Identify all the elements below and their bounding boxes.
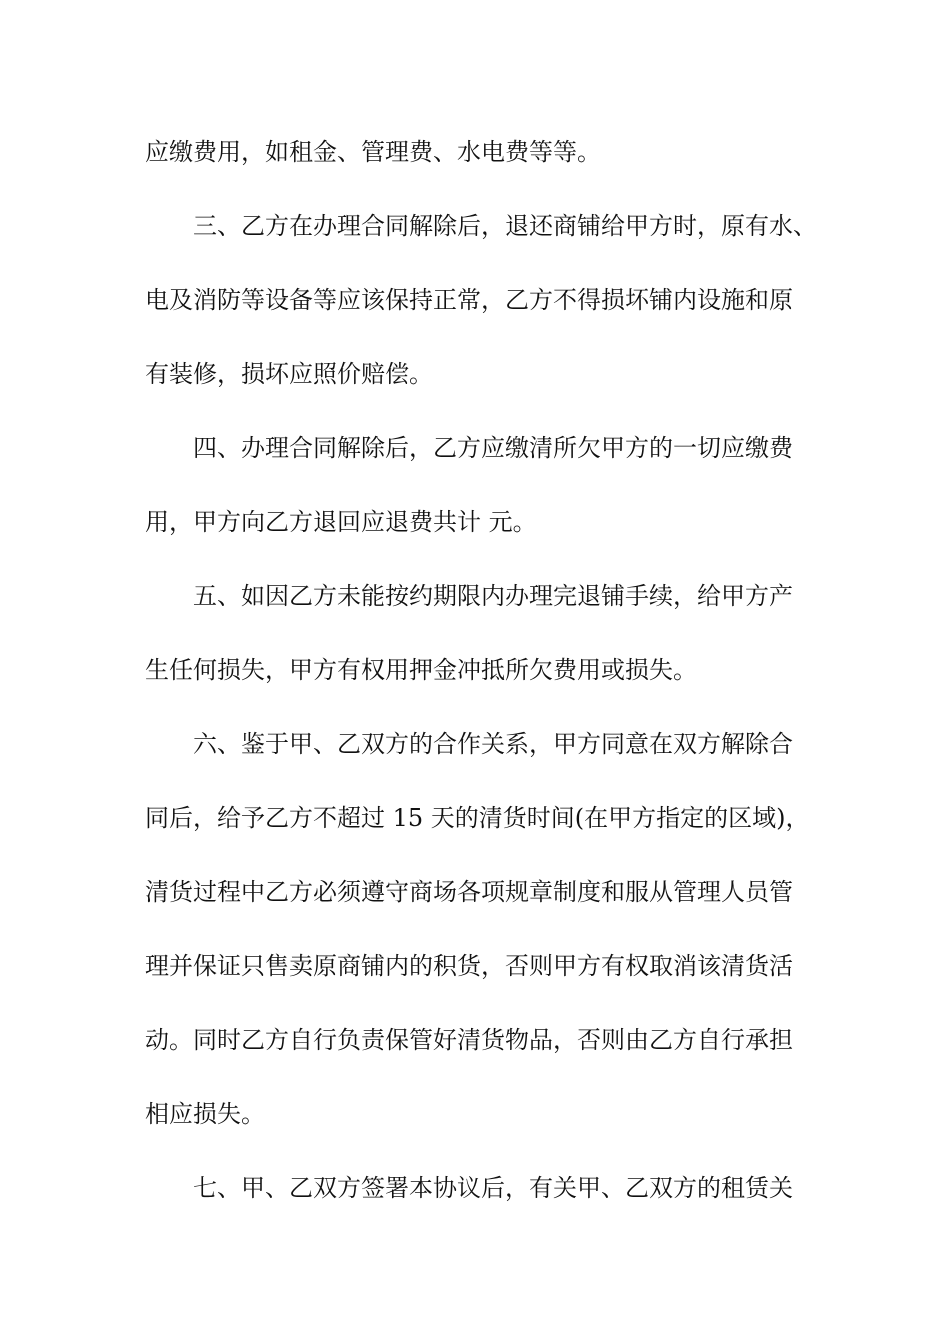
text-line: 清货过程中乙方必须遵守商场各项规章制度和服从管理人员管 — [145, 878, 793, 906]
clause-5-heading-line: 五、如因乙方未能按约期限内办理完退铺手续，给甲方产 — [193, 582, 793, 610]
text-line: 生任何损失，甲方有权用押金冲抵所欠费用或损失。 — [145, 656, 697, 684]
clause-6-heading-line: 六、鉴于甲、乙双方的合作关系，甲方同意在双方解除合 — [193, 730, 793, 758]
clause-7-heading-line: 七、甲、乙双方签署本协议后，有关甲、乙双方的租赁关 — [193, 1174, 793, 1202]
clause-4-heading-line: 四、办理合同解除后，乙方应缴清所欠甲方的一切应缴费 — [193, 434, 793, 462]
text-line: 用，甲方向乙方退回应退费共计 元。 — [145, 508, 537, 536]
clause-3-heading-line: 三、乙方在办理合同解除后，退还商铺给甲方时，原有水、 — [193, 212, 817, 240]
text-line: 应缴费用，如租金、管理费、水电费等等。 — [145, 138, 601, 166]
text-line: 相应损失。 — [145, 1100, 265, 1128]
text-line: 有装修，损坏应照价赔偿。 — [145, 360, 433, 388]
text-line: 理并保证只售卖原商铺内的积货，否则甲方有权取消该清货活 — [145, 952, 793, 980]
text-line: 动。同时乙方自行负责保管好清货物品，否则由乙方自行承担 — [145, 1026, 793, 1054]
text-line: 电及消防等设备等应该保持正常，乙方不得损坏铺内设施和原 — [145, 286, 793, 314]
text-line: 同后，给予乙方不超过 15 天的清货时间(在甲方指定的区域)， — [145, 804, 810, 832]
